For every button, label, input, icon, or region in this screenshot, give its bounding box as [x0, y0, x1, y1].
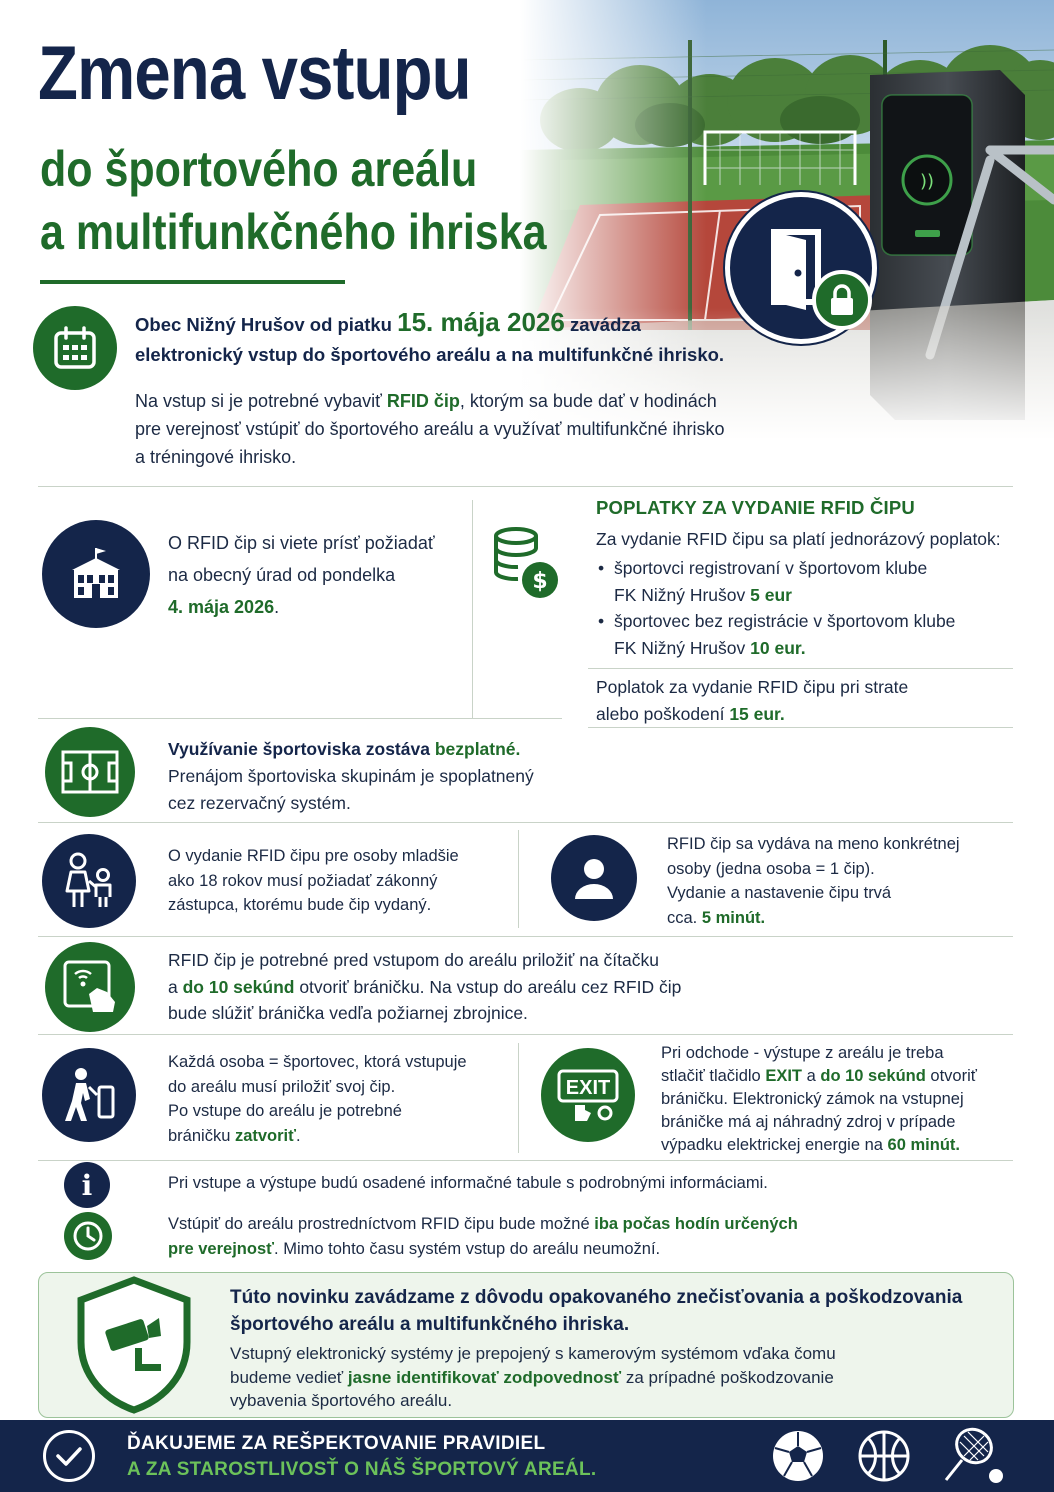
- footer-line2: A ZA STAROSTLIVOSŤ O NÁŠ ŠPORTOVÝ AREÁL.: [127, 1459, 597, 1480]
- divider: [38, 486, 1013, 487]
- reader-text: RFID čip je potrebné pred vstupom do areálu priložiť na čítačku a do 10 sekúnd otvoriť bráničku. Na vstup do areálu cez RFID čip bude slúžiť bránička vedľa požiarnej zbrojnice.: [168, 950, 682, 1023]
- fees-intro: Za vydanie RFID čipu sa platí jednorázový poplatok:: [596, 529, 1001, 549]
- divider: [588, 727, 1013, 728]
- building-icon: [42, 520, 150, 628]
- title-underline: [40, 280, 345, 284]
- divider: [38, 1034, 1013, 1035]
- intro-body: Na vstup si je potrebné vybaviť RFID čip, ktorým sa bude dať v hodinách pre verejnosť vstúpiť do športového areálu a využívať multifunkčné ihrisko a tréningové ihrisko.: [135, 391, 725, 467]
- divider: [38, 1160, 1013, 1161]
- reason-body: Vstupný elektronický systémy je prepojený s kamerovým systémom vďaka čomu budeme vedieť jasne identifikovať zodpovednosť za prípadné poškodzovanie vybavenia športového areálu.: [230, 1344, 836, 1410]
- page-subtitle-line2: a multifunkčného ihriska: [40, 204, 547, 260]
- page-title: Zmena vstupu: [38, 31, 471, 116]
- divider: [38, 718, 562, 719]
- list-item: • športovec bez registrácie v športovom klube FK Nižný Hrušov 10 eur.: [596, 608, 1016, 661]
- checkmark-icon: [43, 1430, 95, 1482]
- exit-text: Pri odchode - výstupe z areálu je treba stlačiť tlačidlo EXIT a do 10 sekúnd otvoriť bráničku. Elektronický zámok na vstupnej bráničke má aj náhradný zdroj v prípade výpadku elektrickej energie na 60 minút.: [661, 1044, 977, 1154]
- fees-loss: Poplatok za vydanie RFID čipu pri strate alebo poškodení 15 eur.: [596, 677, 909, 724]
- divider: [518, 1043, 519, 1153]
- exit-button-icon: [541, 1048, 635, 1142]
- svg-text:$: $: [532, 569, 548, 594]
- divider: [518, 830, 519, 928]
- hours-text: Vstúpiť do areálu prostredníctvom RFID čipu bude možné iba počas hodín určených pre verejnosť. Mimo tohto času systém vstup do areálu neumožní.: [168, 1215, 798, 1258]
- person-icon: [551, 835, 637, 921]
- divider: [472, 500, 473, 718]
- rfid-reader-hand-icon: [45, 942, 135, 1032]
- walking-person-gate-icon: [42, 1048, 136, 1142]
- divider: [588, 668, 1013, 669]
- intro-lead: Obec Nižný Hrušov od piatku 15. mája 2026 zavádza elektronický vstup do športového areálu a na multifunkčné ihrisko.: [135, 307, 725, 365]
- tennis-icon: [938, 1424, 1008, 1488]
- minors-text: O vydanie RFID čipu pre osoby mladšie ako 18 rokov musí požiadať zákonný zástupca, ktorému bude čip vydaný.: [168, 847, 459, 914]
- exit-icon-label: EXIT: [565, 1077, 611, 1099]
- usage-text: Využívanie športoviska zostáva bezplatné. Prenájom športoviska skupinám je spoplatnený cez rezervačný systém.: [168, 739, 534, 813]
- footer-line1: ĎAKUJEME ZA REŠPEKTOVANIE PRAVIDIEL: [127, 1433, 546, 1454]
- divider: [38, 822, 1013, 823]
- info-text: Pri vstupe a výstupe budú osadené informačné tabule s podrobnými informáciami.: [168, 1174, 768, 1192]
- soccer-ball-icon: [770, 1428, 826, 1484]
- football-field-icon: [45, 727, 135, 817]
- parent-child-icon: [42, 834, 136, 928]
- calendar-icon: [33, 306, 117, 390]
- clock-icon: [64, 1212, 112, 1260]
- divider: [38, 936, 1013, 937]
- basketball-icon: [856, 1428, 912, 1484]
- shield-camera-icon: [75, 1276, 193, 1414]
- page-subtitle-line1: do športového areálu: [40, 141, 478, 197]
- each-person-text: Každá osoba = športovec, ktorá vstupuje do areálu musí priložiť svoj čip. Po vstupe do areálu je potrebné bráničku zatvoriť.: [168, 1053, 467, 1145]
- info-icon: i: [64, 1162, 110, 1208]
- fees-list: [596, 555, 1016, 661]
- office-text: O RFID čip si viete prísť požiadať na obecný úrad od pondelka 4. mája 2026.: [168, 533, 435, 617]
- coins-dollar-icon: [490, 524, 560, 604]
- list-item: • športovci registrovaní v športovom klube FK Nižný Hrušov 5 eur: [596, 555, 1016, 608]
- fees-heading: POPLATKY ZA VYDANIE RFID ČIPU: [596, 497, 915, 518]
- intro-date: 15. mája 2026: [397, 307, 565, 337]
- personal-text: RFID čip sa vydáva na meno konkrétnej osoby (jedna osoba = 1 čip). Vydanie a nastavenie čipu trvá cca. 5 minút.: [667, 835, 960, 927]
- reason-heading: Túto novinku zavádzame z dôvodu opakovaného znečisťovania a poškodzovania športového areálu a multifunkčného ihriska.: [230, 1287, 963, 1335]
